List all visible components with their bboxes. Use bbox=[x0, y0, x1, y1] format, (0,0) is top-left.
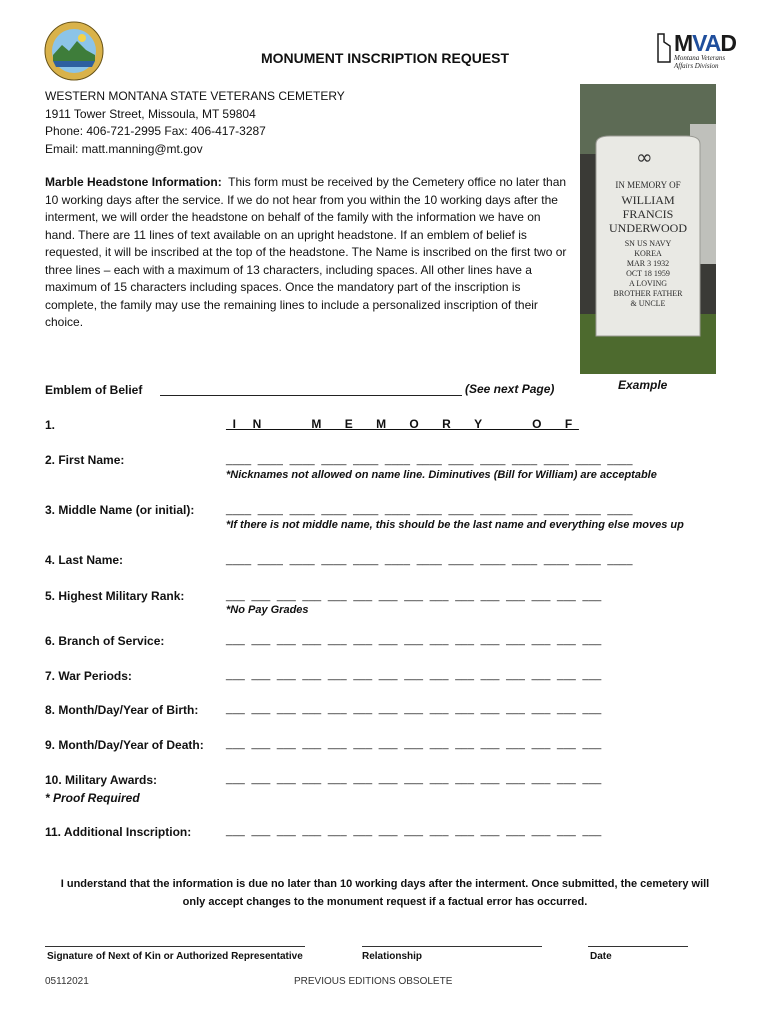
headstone-line: FRANCIS bbox=[622, 207, 674, 221]
awards-blanks[interactable]: ___ ___ ___ ___ ___ ___ ___ ___ ___ ___ ___ ___ ___ ___ ___ bbox=[226, 773, 602, 785]
form-code: 05112021 bbox=[45, 976, 89, 987]
emblem-label: Emblem of Belief bbox=[45, 383, 143, 397]
date-line[interactable] bbox=[588, 945, 688, 947]
war-periods-blanks[interactable]: ___ ___ ___ ___ ___ ___ ___ ___ ___ ___ ___ ___ ___ ___ ___ bbox=[226, 669, 602, 681]
last-name-blanks[interactable]: ____ ____ ____ ____ ____ ____ ____ ____ ____ ____ ____ ____ ____ bbox=[226, 554, 633, 566]
signature-line[interactable] bbox=[45, 945, 305, 947]
cemetery-name: WESTERN MONTANA STATE VETERANS CEMETERY bbox=[45, 89, 345, 103]
awards-label: 10. Military Awards: bbox=[45, 773, 158, 787]
headstone-line: SN US NAVY bbox=[624, 239, 672, 248]
mvad-subtitle: Montana Veterans Affairs Division bbox=[674, 54, 726, 70]
war-periods-label: 7. War Periods: bbox=[45, 669, 132, 683]
last-name-label: 4. Last Name: bbox=[45, 553, 124, 567]
cemetery-phone: Phone: 406-721-2995 Fax: 406-417-3287 bbox=[45, 124, 266, 138]
headstone-line: & UNCLE bbox=[630, 299, 666, 308]
first-name-blanks[interactable]: ____ ____ ____ ____ ____ ____ ____ ____ ____ ____ ____ ____ ____ bbox=[226, 454, 633, 466]
headstone-line: IN MEMORY OF bbox=[615, 180, 681, 190]
emblem-note: (See next Page) bbox=[465, 382, 555, 396]
signature-label: Signature of Next of Kin or Authorized Representative bbox=[47, 951, 303, 962]
middle-name-blanks[interactable]: ____ ____ ____ ____ ____ ____ ____ ____ ____ ____ ____ ____ ____ bbox=[226, 504, 633, 516]
line1-number: 1. bbox=[45, 418, 56, 432]
date-label: Date bbox=[590, 951, 612, 962]
headstone-line: MAR 3 1932 bbox=[626, 259, 670, 268]
acknowledgement-text bbox=[40, 876, 730, 911]
info-body: This form must be received by the Cemetery office no later than 10 working days after the service. If we do not hear from you within the 10 working days after the interment, we will order the headstone on behalf of the family with the information we have on hand. There are 11 lines of text available on an upright headstone. If an emblem of belief is requested, it will be inscribed at the top of the headstone. The Name is inscribed on the first two or three lines – each with a maximum of 13 characters, including spaces. All other lines have a maximum of 15 characters including spaces. Once the mandatory part of the inscription is complete, the family may use the remaining lines to include a personalized inscription of their choice. bbox=[45, 175, 567, 329]
rank-note: *No Pay Grades bbox=[226, 604, 309, 616]
editions-notice: PREVIOUS EDITIONS OBSOLETE bbox=[294, 976, 453, 987]
relationship-line[interactable] bbox=[362, 945, 542, 947]
headstone-info bbox=[45, 174, 570, 332]
additional-label: 11. Additional Inscription: bbox=[45, 825, 192, 839]
death-blanks[interactable]: ___ ___ ___ ___ ___ ___ ___ ___ ___ ___ ___ ___ ___ ___ ___ bbox=[226, 738, 602, 750]
headstone-line: BROTHER FATHER bbox=[613, 289, 683, 298]
headstone-line: WILLIAM bbox=[621, 193, 675, 207]
page-title: MONUMENT INSCRIPTION REQUEST bbox=[260, 50, 510, 66]
example-label: Example bbox=[618, 378, 668, 392]
rank-blanks[interactable]: ___ ___ ___ ___ ___ ___ ___ ___ ___ ___ ___ ___ ___ ___ ___ bbox=[226, 590, 602, 602]
line1-example-text: _I_ N_ ___ _M_ _E_ _M_ _O_ _R_ _Y_ ___ _O_ _F_ bbox=[226, 417, 579, 431]
birth-blanks[interactable]: ___ ___ ___ ___ ___ ___ ___ ___ ___ ___ ___ ___ ___ ___ ___ bbox=[226, 703, 602, 715]
birth-label: 8. Month/Day/Year of Birth: bbox=[45, 703, 199, 717]
first-name-note: *Nicknames not allowed on name line. Diminutives (Bill for William) are acceptable bbox=[226, 469, 657, 481]
headstone-line: UNDERWOOD bbox=[609, 221, 687, 235]
first-name-label: 2. First Name: bbox=[45, 453, 125, 467]
relationship-label: Relationship bbox=[362, 951, 423, 962]
info-heading: Marble Headstone Information: bbox=[45, 175, 222, 189]
infinity-emblem-icon: ∞ bbox=[636, 145, 653, 169]
branch-blanks[interactable]: ___ ___ ___ ___ ___ ___ ___ ___ ___ ___ ___ ___ ___ ___ ___ bbox=[226, 634, 602, 646]
headstone-line: OCT 18 1959 bbox=[626, 269, 670, 278]
headstone-line: KOREA bbox=[634, 249, 662, 258]
mvad-letters: MVAD bbox=[674, 30, 737, 56]
acknowledgement-line2: only accept changes to the monument request if a factual error has occurred. bbox=[182, 895, 588, 908]
additional-blanks[interactable]: ___ ___ ___ ___ ___ ___ ___ ___ ___ ___ ___ ___ ___ ___ ___ bbox=[226, 825, 602, 837]
headstone-line: A LOVING bbox=[629, 279, 667, 288]
example-headstone-photo bbox=[580, 84, 716, 374]
cemetery-street: 1911 Tower Street, Missoula, MT 59804 bbox=[45, 106, 256, 121]
branch-label: 6. Branch of Service: bbox=[45, 634, 165, 648]
middle-name-label: 3. Middle Name (or initial): bbox=[45, 503, 195, 517]
acknowledgement-line1: I understand that the information is due no later than 10 working days after the interment. Once submitted, the cemetery will bbox=[60, 878, 710, 890]
rank-label: 5. Highest Military Rank: bbox=[45, 589, 185, 603]
death-label: 9. Month/Day/Year of Death: bbox=[45, 738, 204, 752]
awards-note: * Proof Required bbox=[45, 791, 140, 805]
cemetery-email: Email: matt.manning@mt.gov bbox=[45, 141, 203, 156]
cemetery-address bbox=[45, 88, 345, 158]
middle-name-note: *If there is not middle name, this should be the last name and everything else moves up bbox=[226, 519, 684, 531]
emblem-input[interactable] bbox=[160, 383, 462, 396]
